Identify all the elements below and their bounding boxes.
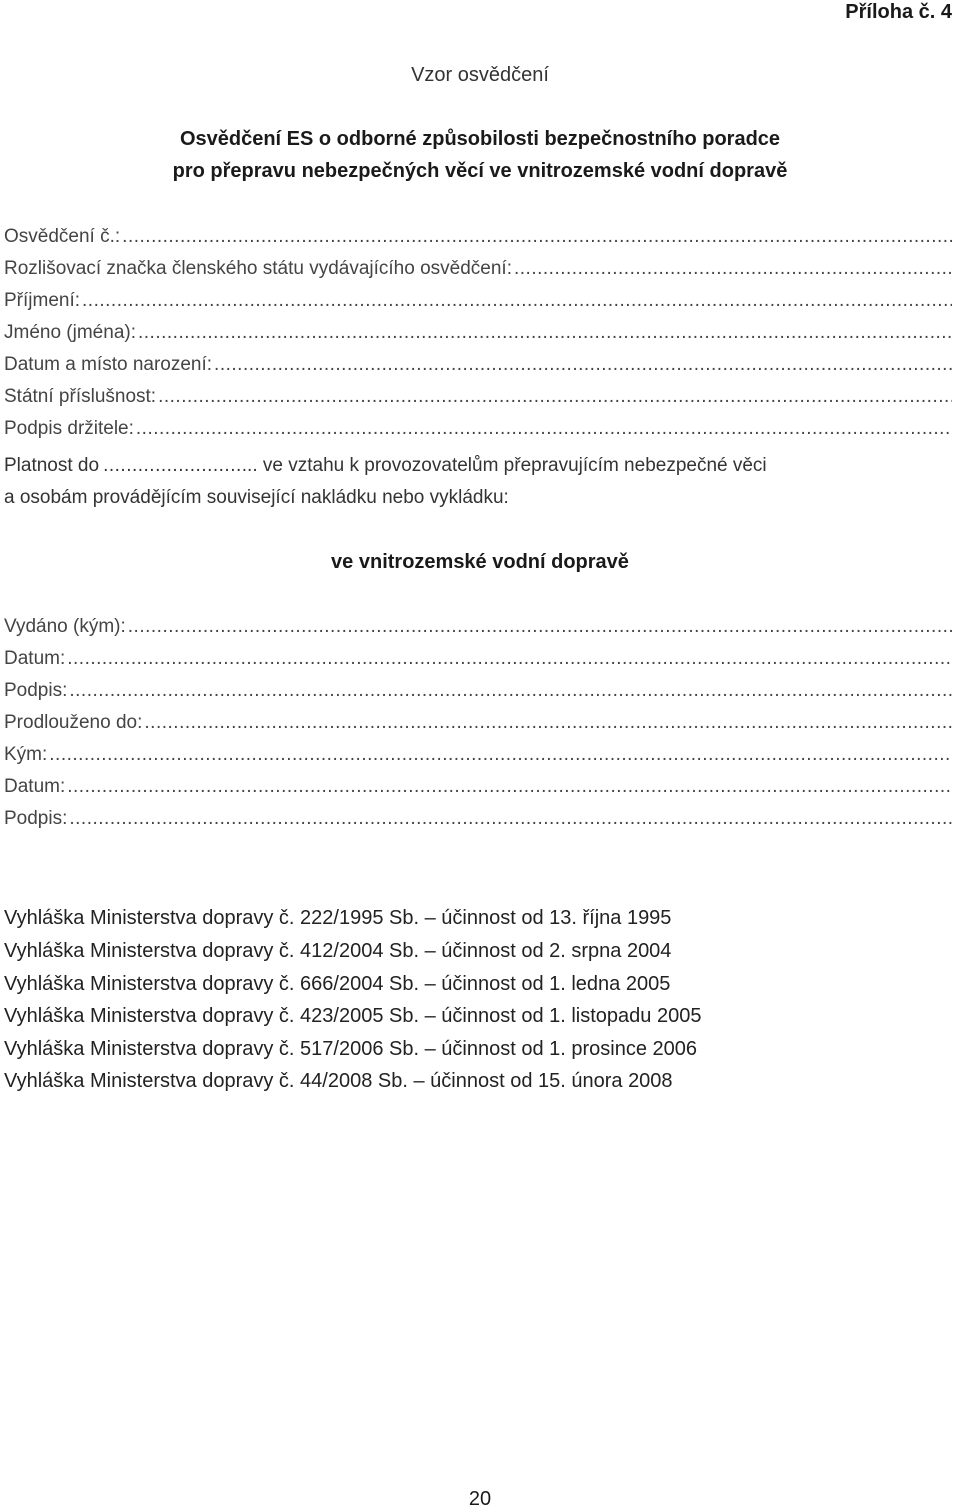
validity-paragraph bbox=[4, 450, 954, 514]
document-label: Vzor osvědčení bbox=[411, 64, 549, 86]
dotted-fill-line bbox=[122, 224, 952, 250]
field-label: Datum: bbox=[4, 776, 66, 797]
field-extended-by bbox=[4, 742, 952, 768]
decree-line: Vyhláška Ministerstva dopravy č. 412/2004 Sb. – účinnost od 2. srpna 2004 bbox=[4, 940, 672, 962]
field-holder-signature bbox=[4, 416, 952, 442]
field-surname bbox=[4, 288, 952, 314]
field-label: Datum: bbox=[4, 648, 66, 669]
field-label: Podpis: bbox=[4, 680, 68, 701]
validity-text: ... ve vztahu k provozovatelům přepravujícím nebezpečné věci bbox=[241, 455, 767, 476]
field-label: Prodlouženo do: bbox=[4, 712, 143, 733]
field-country-mark bbox=[4, 256, 952, 282]
validity-text-continued: a osobám provádějícím související nakládku nebo vykládku: bbox=[4, 487, 509, 508]
field-label: Kým: bbox=[4, 744, 48, 765]
field-issued-by bbox=[4, 614, 952, 640]
transport-mode-heading: ve vnitrozemské vodní dopravě bbox=[331, 551, 629, 573]
field-label: Vydáno (kým): bbox=[4, 616, 126, 637]
dotted-fill-line: ........................ bbox=[103, 455, 242, 476]
field-label: Rozlišovací značka členského státu vydávajícího osvědčení: bbox=[4, 258, 512, 279]
field-issuer-signature bbox=[4, 678, 952, 704]
field-label: Datum a místo narození: bbox=[4, 354, 213, 375]
field-birth-date-place bbox=[4, 352, 952, 378]
dotted-fill-line bbox=[158, 384, 952, 410]
dotted-fill-line bbox=[514, 256, 952, 282]
field-label: Státní příslušnost: bbox=[4, 386, 157, 407]
field-issue-date bbox=[4, 646, 952, 672]
field-extension-date bbox=[4, 774, 952, 800]
field-label: Podpis držitele: bbox=[4, 418, 134, 439]
dotted-fill-line bbox=[82, 288, 952, 314]
field-nationality bbox=[4, 384, 952, 410]
field-extended-to bbox=[4, 710, 952, 736]
field-label: Podpis: bbox=[4, 808, 68, 829]
decree-line: Vyhláška Ministerstva dopravy č. 44/2008 Sb. – účinnost od 15. února 2008 bbox=[4, 1070, 673, 1092]
dotted-fill-line bbox=[69, 806, 952, 832]
dotted-fill-line bbox=[67, 774, 952, 800]
decree-line: Vyhláška Ministerstva dopravy č. 666/2004 Sb. – účinnost od 1. ledna 2005 bbox=[4, 973, 671, 995]
annex-label: Příloha č. 4 bbox=[845, 1, 952, 23]
document-title-line-2: pro přepravu nebezpečných věcí ve vnitrozemské vodní dopravě bbox=[172, 160, 788, 182]
field-extension-signature bbox=[4, 806, 952, 832]
page-number: 20 bbox=[468, 1488, 492, 1510]
dotted-fill-line bbox=[49, 742, 952, 768]
document-title-line-1: Osvědčení ES o odborné způsobilosti bezpečnostního poradce bbox=[179, 128, 781, 150]
decree-line: Vyhláška Ministerstva dopravy č. 517/2006 Sb. – účinnost od 1. prosince 2006 bbox=[4, 1038, 697, 1060]
dotted-fill-line bbox=[128, 614, 952, 640]
field-label: Příjmení: bbox=[4, 290, 81, 311]
dotted-fill-line bbox=[67, 646, 952, 672]
dotted-fill-line bbox=[69, 678, 952, 704]
field-given-names bbox=[4, 320, 952, 346]
decree-line: Vyhláška Ministerstva dopravy č. 222/1995 Sb. – účinnost od 13. října 1995 bbox=[4, 907, 672, 929]
field-certificate-number bbox=[4, 224, 952, 250]
field-label: Osvědčení č.: bbox=[4, 226, 121, 247]
dotted-fill-line bbox=[136, 416, 952, 442]
dotted-fill-line bbox=[214, 352, 952, 378]
decree-line: Vyhláška Ministerstva dopravy č. 423/2005 Sb. – účinnost od 1. listopadu 2005 bbox=[4, 1005, 702, 1027]
dotted-fill-line bbox=[138, 320, 952, 346]
validity-label: Platnost do bbox=[4, 455, 100, 476]
dotted-fill-line bbox=[144, 710, 952, 736]
field-label: Jméno (jména): bbox=[4, 322, 136, 343]
